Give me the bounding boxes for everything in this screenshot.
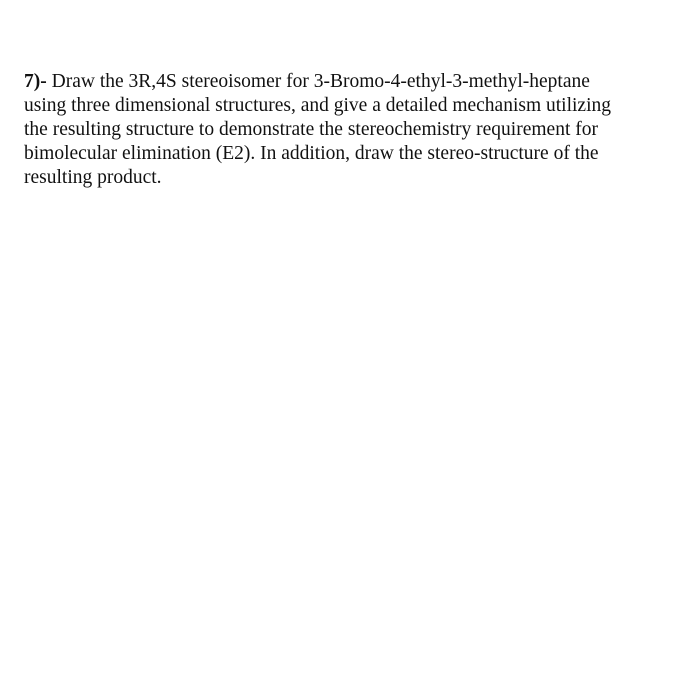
question-line: using three dimensional structures, and give a detailed mechanism utilizing [24, 95, 612, 116]
question-line: the resulting structure to demonstrate the stereochemistry requirement for [24, 119, 598, 140]
question-line: resulting product. [24, 167, 162, 188]
question-7-text [24, 70, 664, 190]
question-line [24, 70, 664, 94]
question-number: 7)- [24, 71, 47, 92]
question-line: bimolecular elimination (E2). In addition, draw the stereo-structure of the [24, 143, 599, 164]
question-line-text: Draw the 3R,4S stereoisomer for 3-Bromo-4-ethyl-3-methyl-heptane [46, 71, 590, 92]
